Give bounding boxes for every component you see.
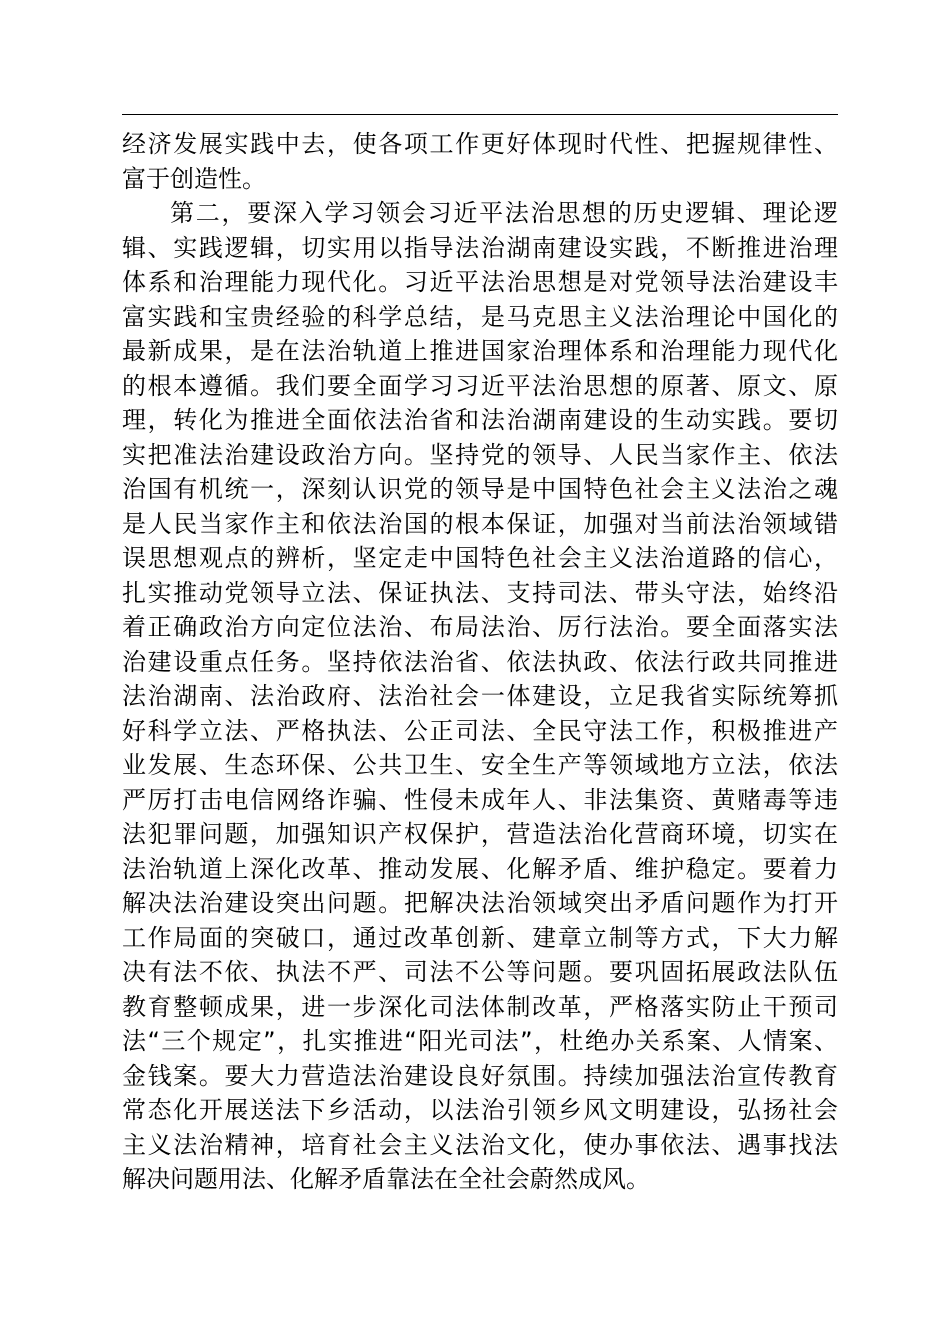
text-line: 决有法不依、执法不严、司法不公等问题。要巩固拓展政法队伍 bbox=[122, 958, 838, 986]
text-line: 法“三个规定”，扎实推进“阳光司法”，杜绝办关系案、人情案、 bbox=[122, 1027, 838, 1055]
text-line: 法治轨道上深化改革、推动发展、化解矛盾、维护稳定。要着力 bbox=[122, 854, 838, 883]
text-line: 富实践和宝贵经验的科学总结，是马克思主义法治理论中国化的 bbox=[122, 302, 838, 331]
text-line: 体系和治理能力现代化。习近平法治思想是对党领导法治建设丰 bbox=[122, 268, 838, 296]
text-line: 法犯罪问题，加强知识产权保护，营造法治化营商环境，切实在 bbox=[122, 820, 838, 848]
text-line: 治国有机统一，深刻认识党的领导是中国特色社会主义法治之魂 bbox=[122, 475, 838, 503]
text-line: 主义法治精神，培育社会主义法治文化，使办事依法、遇事找法 bbox=[122, 1130, 838, 1159]
text-line: 治建设重点任务。坚持依法治省、依法执政、依法行政共同推进 bbox=[122, 647, 838, 676]
text-line: 工作局面的突破口，通过改革创新、建章立制等方式，下大力解 bbox=[122, 923, 838, 952]
text-line: 经济发展实践中去，使各项工作更好体现时代性、把握规律性、 bbox=[122, 130, 838, 158]
text-line: 金钱案。要大力营造法治建设良好氛围。持续加强法治宣传教育 bbox=[122, 1061, 838, 1090]
text-line: 严厉打击电信网络诈骗、性侵未成年人、非法集资、黄赌毒等违 bbox=[122, 785, 838, 814]
text-line: 辑、实践逻辑，切实用以指导法治湖南建设实践，不断推进治理 bbox=[122, 233, 838, 262]
text-line: 好科学立法、严格执法、公正司法、全民守法工作，积极推进产 bbox=[122, 716, 838, 745]
text-line: 教育整顿成果，进一步深化司法体制改革，严格落实防止干预司 bbox=[122, 992, 838, 1021]
text-line: 法治湖南、法治政府、法治社会一体建设，立足我省实际统筹抓 bbox=[122, 682, 838, 710]
text-line: 第二，要深入学习领会习近平法治思想的历史逻辑、理论逻 bbox=[170, 199, 838, 227]
text-line: 解决法治建设突出问题。把解决法治领域突出矛盾问题作为打开 bbox=[122, 889, 838, 917]
text-line: 解决问题用法、化解矛盾靠法在全社会蔚然成风。 bbox=[122, 1165, 650, 1193]
text-line: 常态化开展送法下乡活动，以法治引领乡风文明建设，弘扬社会 bbox=[122, 1096, 838, 1124]
body-text bbox=[122, 127, 838, 1197]
text-line: 业发展、生态环保、公共卫生、安全生产等领域地方立法，依法 bbox=[122, 751, 838, 779]
text-line: 着正确政治方向定位法治、布局法治、厉行法治。要全面落实法 bbox=[122, 613, 838, 641]
text-line: 最新成果，是在法治轨道上推进国家治理体系和治理能力现代化 bbox=[122, 337, 838, 365]
text-line: 是人民当家作主和依法治国的根本保证，加强对当前法治领域错 bbox=[122, 509, 838, 538]
text-line: 的根本遵循。我们要全面学习习近平法治思想的原著、原文、原 bbox=[122, 371, 838, 400]
text-line: 实把准法治建设政治方向。坚持党的领导、人民当家作主、依法 bbox=[122, 440, 838, 469]
text-line: 富于创造性。 bbox=[122, 164, 266, 193]
text-line: 误思想观点的辨析，坚定走中国特色社会主义法治道路的信心， bbox=[122, 544, 838, 572]
header-rule bbox=[122, 114, 838, 115]
text-line: 扎实推动党领导立法、保证执法、支持司法、带头守法，始终沿 bbox=[122, 578, 838, 607]
text-line: 理，转化为推进全面依法治省和法治湖南建设的生动实践。要切 bbox=[122, 406, 838, 434]
